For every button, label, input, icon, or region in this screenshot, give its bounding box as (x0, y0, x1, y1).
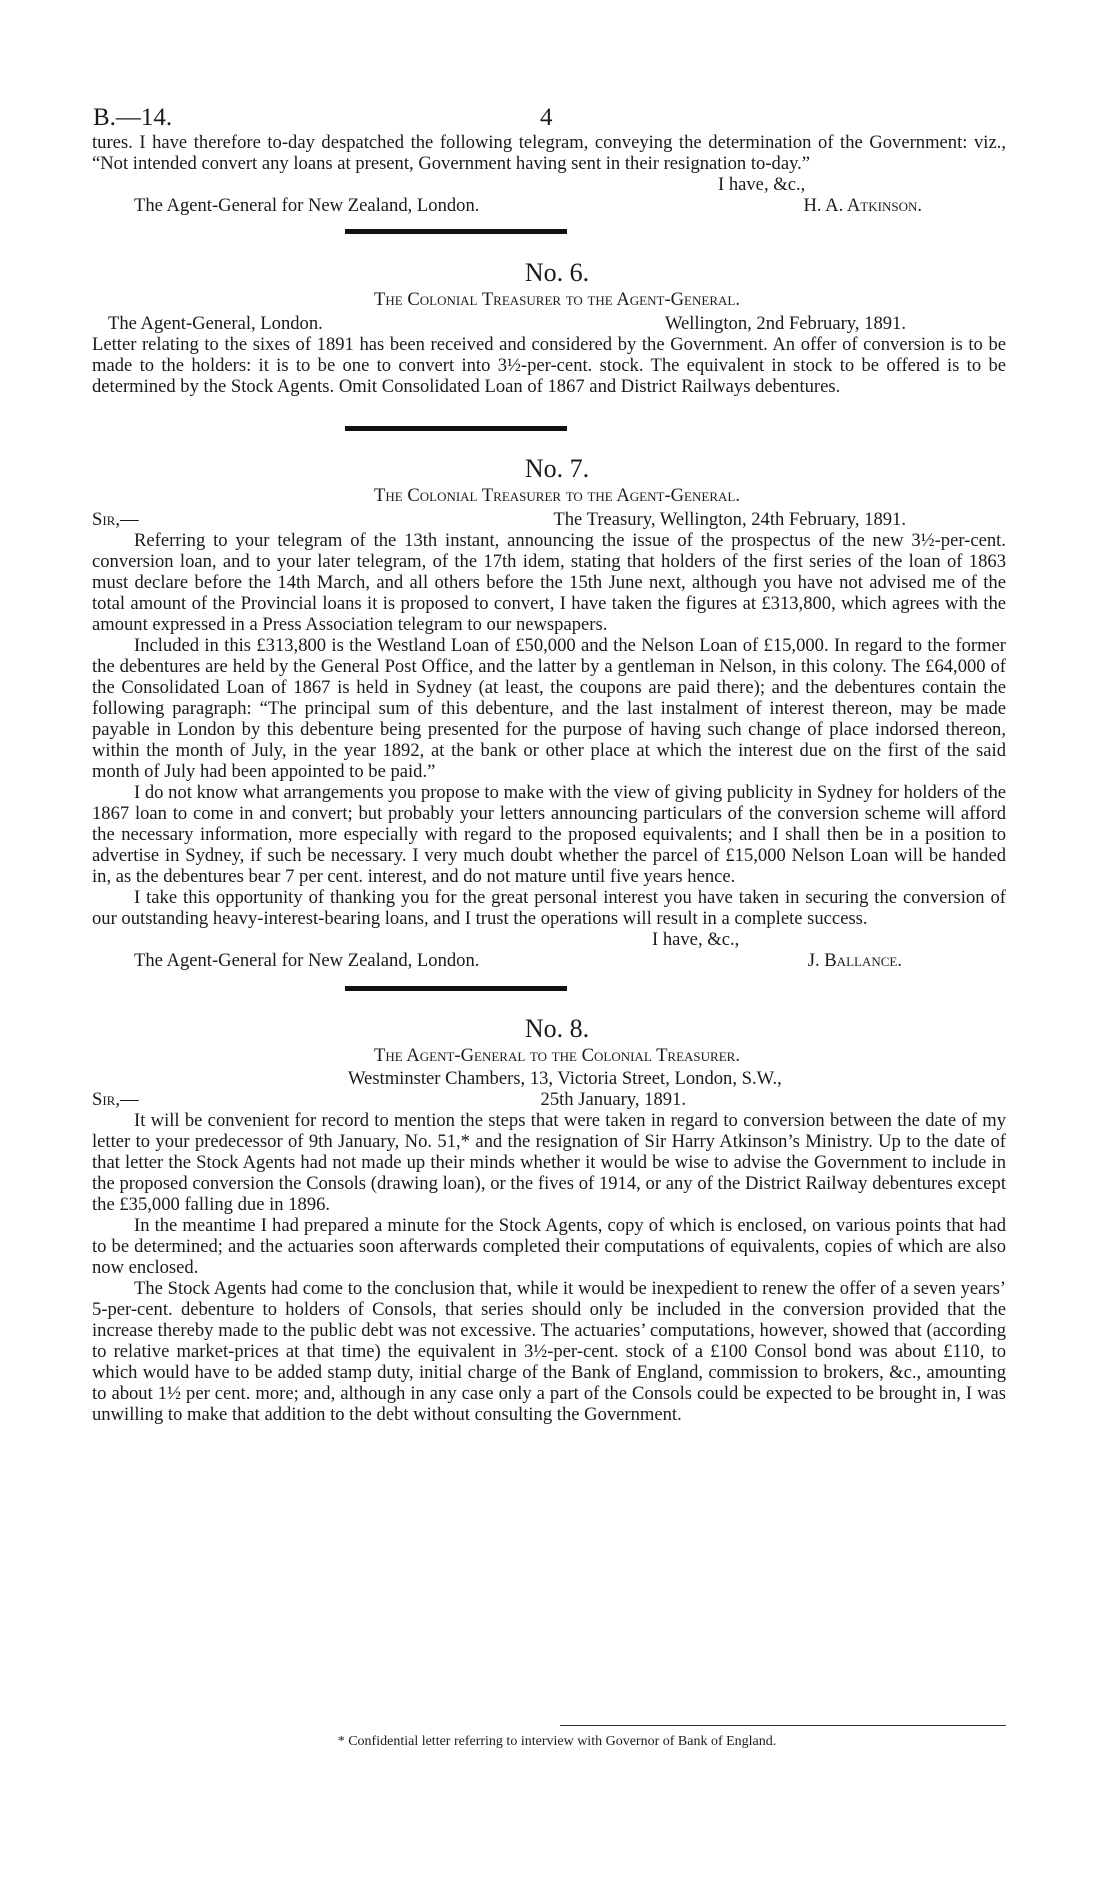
document-reference: B.—14. (93, 104, 173, 131)
letter-8-body (92, 1068, 1006, 1425)
letter-8-caption: The Agent-General to the Colonial Treasurer. (374, 1045, 740, 1066)
letter-6-caption: The Colonial Treasurer to the Agent-General. (374, 289, 740, 310)
letter-6-text: Letter relating to the sixes of 1891 has been received and considered by the Government. An offer of conversion is to be made to the holders: it is to be one to convert into 3½-per-cent. stock. The equivalent in stock to be offered is to be determined by the Stock Agents. Omit Consolidated Loan of 1867 and District Railways debentures. (92, 334, 1006, 397)
letter-6-body (92, 313, 1006, 397)
letter-7-paragraph: Referring to your telegram of the 13th instant, announcing the issue of the prospectus of the new 3½-per-cent. conversion loan, and to your later telegram, of the 17th idem, stating that holders of the first series of the loan of 1863 must declare before the 14th March, and all others before the 15th June next, although you have not advised me of the total amount of the Provincial loans it is proposed to convert, I have taken the figures at £313,800, which agrees with the amount expressed in a Press Association telegram to our newspapers. (92, 530, 1006, 635)
letter-6-title: No. 6. (524, 258, 590, 287)
intro-closing: I have, &c., (718, 174, 806, 195)
letter-7-caption: The Colonial Treasurer to the Agent-General. (374, 485, 740, 506)
letter-7-body (92, 509, 1006, 971)
letter-8-salutation: Sir,— (92, 1089, 139, 1110)
letter-7-closing: I have, &c., (652, 929, 740, 950)
letter-8-paragraph: In the meantime I had prepared a minute for the Stock Agents, copy of which is enclosed, on various points that had to be determined; and the actuaries soon afterwards completed their computations of equivalents, copies of which are also now enclosed. (92, 1215, 1006, 1278)
letter-7-paragraph: I take this opportunity of thanking you for the great personal interest you have taken in securing the conversion of our outstanding heavy-interest-bearing loans, and I trust the operations will result in a complete success. (92, 887, 1006, 929)
letter-8-date: 25th January, 1891. (540, 1089, 686, 1110)
letter-7-signature: J. Ballance. (807, 950, 902, 971)
letter-6-addressee: The Agent-General, London. (108, 313, 323, 334)
letter-7-salutation: Sir,— (92, 509, 139, 530)
letter-8-address: Westminster Chambers, 13, Victoria Street, London, S.W., (348, 1068, 782, 1089)
letter-7-date: The Treasury, Wellington, 24th February, 1891. (553, 509, 906, 530)
page-number: 4 (540, 104, 553, 131)
footnote: * Confidential letter referring to interview with Governor of Bank of England. (337, 1734, 777, 1749)
letter-7-signoff-row (92, 950, 1006, 971)
letter-8-title: No. 8. (524, 1014, 590, 1043)
letter-8-header-row (92, 1089, 1006, 1110)
intro-addressee: The Agent-General for New Zealand, London. (134, 195, 480, 216)
letter-8-paragraph: The Stock Agents had come to the conclusion that, while it would be inexpedient to renew the offer of a seven years’ 5-per-cent. debenture to holders of Consols, that series should only be included in the conversion provided that the increase thereby made to the public debt was not excessive. The actuaries’ computations, however, showed that (according to relative market-prices at that time) the equivalent in 3½-per-cent. stock of a £100 Consol bond was about £110, to which would have to be added stamp duty, initial charge of the Bank of England, commission to brokers, &c., amounting to about 1½ per cent. more; and, although in any case only a part of the Consols could be expected to be brought in, I was unwilling to make that addition to the debt without consulting the Government. (92, 1278, 1006, 1425)
intro-signoff-row (92, 195, 1006, 216)
intro-section (92, 132, 1006, 216)
letter-7-header-row (92, 509, 1006, 530)
letter-7-paragraph: I do not know what arrangements you propose to make with the view of giving publicity in Sydney for holders of the 1867 loan to come in and convert; but probably your letters announcing particulars of the conversion scheme will afford the necessary information, more especially with regard to the proposed equivalents; and I shall then be in a position to advertise in Sydney, if such be necessary. I very much doubt whether the parcel of £15,000 Nelson Loan will be handed in, as the debentures bear 7 per cent. interest, and do not mature until five years hence. (92, 782, 1006, 887)
section-divider (345, 229, 567, 234)
letter-8-paragraph: It will be convenient for record to mention the steps that were taken in regard to conversion between the date of my letter to your predecessor of 9th January, No. 51,* and the resignation of Sir Harry Atkinson’s Ministry. Up to the date of that letter the Stock Agents had not made up their minds whether it would be wise to advise the Government to include in the proposed conversion the Consols (drawing loan), or the fives of 1914, or any of the District Railway debentures except the £35,000 falling due in 1896. (92, 1110, 1006, 1215)
letter-6-date: Wellington, 2nd February, 1891. (664, 313, 906, 334)
letter-6-header-row (92, 313, 1006, 334)
section-divider (345, 986, 567, 991)
letter-7-paragraph: Included in this £313,800 is the Westland Loan of £50,000 and the Nelson Loan of £15,000. In regard to the former the debentures are held by the General Post Office, and the latter by a gentleman in Nelson, in this colony. The £64,000 of the Consolidated Loan of 1867 is held in Sydney (at least, the coupons are paid there); and the debentures contain the following paragraph: “The principal sum of this debenture, and the last instalment of interest thereon, may be made payable in London by this debenture being presented for the purpose of having such change of place indorsed thereon, within the month of July, in the year 1892, at the bank or other place at which the interest due on the first of the said month of July had been appointed to be paid.” (92, 635, 1006, 782)
section-divider (345, 426, 567, 431)
footnote-rule (560, 1725, 1006, 1726)
intro-signature: H. A. Atkinson. (803, 195, 922, 216)
letter-7-addressee: The Agent-General for New Zealand, London. (134, 950, 480, 971)
letter-7-title: No. 7. (524, 454, 590, 483)
intro-paragraph: tures. I have therefore to-day despatched the following telegram, conveying the determination of the Government: viz., “Not intended convert any loans at present, Government having sent in their resignation to-day.” (92, 132, 1006, 174)
